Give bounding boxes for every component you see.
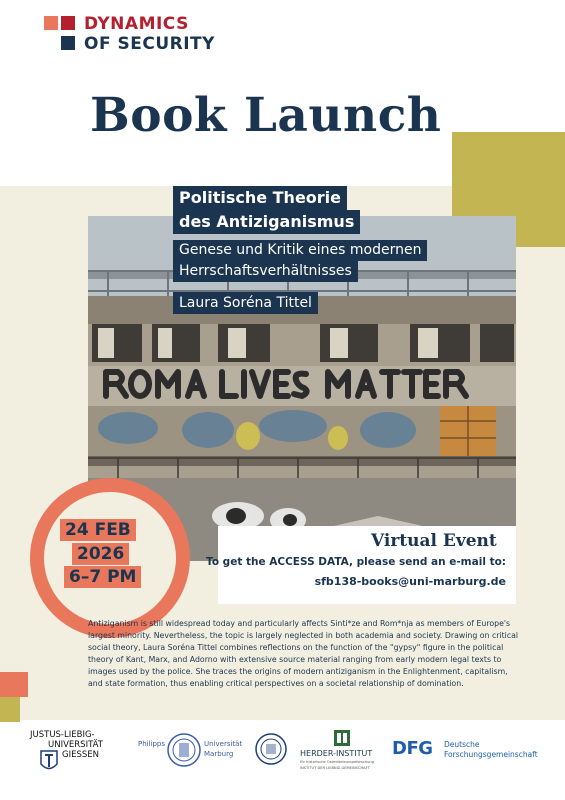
jlu-shield-icon — [40, 750, 58, 774]
contact-email-link[interactable]: sfb138-books@uni-marburg.de — [314, 575, 506, 588]
event-time: 6–7 PM — [64, 566, 141, 588]
herder-name: HERDER-INSTITUT — [300, 749, 373, 758]
marburg-logo — [138, 730, 248, 774]
herder-sub2: INSTITUT DER LEIBNIZ-GEMEINSCHAFT — [300, 766, 370, 770]
university-seal-icon — [254, 732, 288, 766]
marburg-seal-icon — [166, 732, 202, 768]
herder-icon — [334, 730, 350, 746]
jlu-line3: GIESSEN — [62, 750, 99, 760]
dfg-line2: Forschungsgemeinschaft — [444, 750, 538, 759]
book-author: Laura Soréna Tittel — [173, 292, 318, 314]
marburg-right-text1: Universität — [204, 740, 243, 748]
book-description: Antiziganism is still widespread today and particularly affects Sinti*ze and Rom*nja as members of Europe's largest minority. Nevertheless, the topic is largely neglected in both academia and society. Drawing on critical social theory, Laura Soréna Tittel combines reflections on the function of the "gypsy" figure in the political theory of Kant, Marx, and Adorno with extensive source material ranging from early modern legal texts to images used by the police. She traces the origins of modern antiziganism in the Enlightenment, capitalism, and state formation, thus enabling critical perspectives on a societal relationship of domination. — [88, 619, 519, 689]
logo-square-red — [61, 16, 75, 30]
event-date: 24 FEB — [60, 519, 136, 541]
book-title-line2: des Antiziganismus — [173, 210, 360, 234]
logo-text-line1: DYNAMICS — [84, 14, 189, 34]
headline: Book Launch — [90, 88, 442, 143]
virtual-event-box — [206, 526, 516, 604]
logo-square-orange — [44, 16, 58, 30]
dfg-line1: Deutsche — [444, 740, 480, 749]
orange-accent-bottom-left — [0, 672, 28, 697]
event-type: Virtual Event — [371, 531, 497, 551]
logo-square-navy — [61, 36, 75, 50]
dfg-logo — [392, 738, 552, 768]
book-subtitle-line2: Herrschaftsverhältnisses — [173, 261, 358, 282]
jlu-line1: JUSTUS-LIEBIG- — [30, 730, 95, 740]
book-subtitle-line1: Genese und Kritik eines modernen — [173, 240, 427, 261]
logo-text-line2: OF SECURITY — [84, 34, 215, 54]
book-title-line1: Politische Theorie — [173, 186, 347, 210]
jlu-giessen-logo — [26, 730, 136, 778]
marburg-right-text2: Marburg — [204, 750, 234, 758]
jlu-line2: UNIVERSITÄT — [48, 740, 103, 750]
access-instructions: To get the ACCESS DATA, please send an e-mail to: — [206, 556, 506, 568]
event-year: 2026 — [72, 543, 129, 565]
footer-logos — [0, 722, 565, 800]
marburg-left-text: Philipps — [138, 740, 166, 748]
dfg-abbr: DFG — [392, 738, 433, 759]
dynamics-of-security-logo — [44, 14, 244, 60]
herder-institut-logo — [298, 730, 388, 778]
herder-sub1: für historische Ostmitteleuropaforschung — [300, 760, 374, 764]
